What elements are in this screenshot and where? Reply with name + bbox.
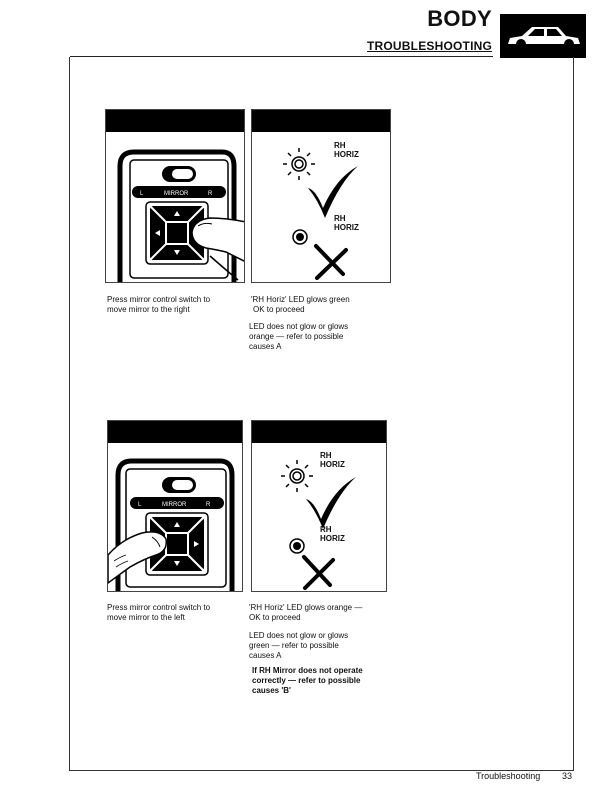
subsection-title: TROUBLESHOOTING [367, 39, 492, 53]
step-2-result-fail: LED does not glow or glows green — refer to possible causes A [249, 631, 349, 660]
step-2-note: If RH Mirror does not operate correctly — refer to possible causes 'B' [252, 666, 363, 695]
footer-section-label: Troubleshooting [476, 771, 541, 781]
led-label-ok-line1: RH [320, 451, 332, 460]
cross-icon [304, 557, 333, 588]
checkmark-icon [306, 477, 356, 529]
led-label-fail-line1: RH [320, 525, 332, 534]
panel-header-bar [252, 110, 390, 132]
mirror-switch-press-left-illustration [108, 443, 243, 592]
checkmark-icon [308, 166, 358, 218]
switch-label-left: L [140, 191, 144, 197]
mirror-switch-press-right-illustration [106, 132, 245, 283]
panel-header-bar [252, 421, 386, 443]
switch-panel-right [105, 109, 245, 283]
step-1-result-ok: 'RH Horiz' LED glows green OK to proceed [251, 295, 350, 314]
led-label-ok-line2: HORIZ [320, 460, 345, 469]
step-2-instruction: Press mirror control switch to move mirror to the left [107, 603, 211, 622]
panel-header-bar [106, 110, 244, 132]
svg-text:R: R [208, 191, 213, 197]
panel-header-bar [108, 421, 242, 443]
indicator-panel-1 [251, 109, 391, 283]
car-icon [500, 14, 586, 58]
cross-icon [316, 246, 346, 278]
led-glowing-icon [281, 460, 313, 492]
led-label-fail-line1: RH [334, 214, 346, 223]
svg-text:MIRROR: MIRROR [164, 191, 189, 197]
led-label-fail-line2: HORIZ [334, 223, 359, 232]
led-label-ok-line2: HORIZ [334, 150, 359, 159]
page-number: 33 [562, 771, 573, 781]
indicator-panel-2 [251, 420, 387, 592]
svg-text:R: R [206, 502, 211, 508]
section-title: BODY [427, 6, 492, 31]
led-label-fail-line2: HORIZ [320, 534, 345, 543]
svg-text:MIRROR: MIRROR [162, 502, 187, 508]
led-off-icon [290, 539, 304, 553]
switch-panel-left [107, 420, 243, 592]
step-1-result-fail: LED does not glow or glows orange — refer to possible causes A [249, 322, 349, 351]
step-1-instruction: Press mirror control switch to move mirror to the right [107, 295, 211, 314]
led-off-icon [293, 230, 307, 244]
svg-text:L: L [138, 502, 142, 508]
step-2-result-ok: 'RH Horiz' LED glows orange — OK to proceed [249, 603, 363, 622]
led-label-ok-line1: RH [334, 141, 346, 150]
led-glowing-icon [283, 148, 315, 180]
